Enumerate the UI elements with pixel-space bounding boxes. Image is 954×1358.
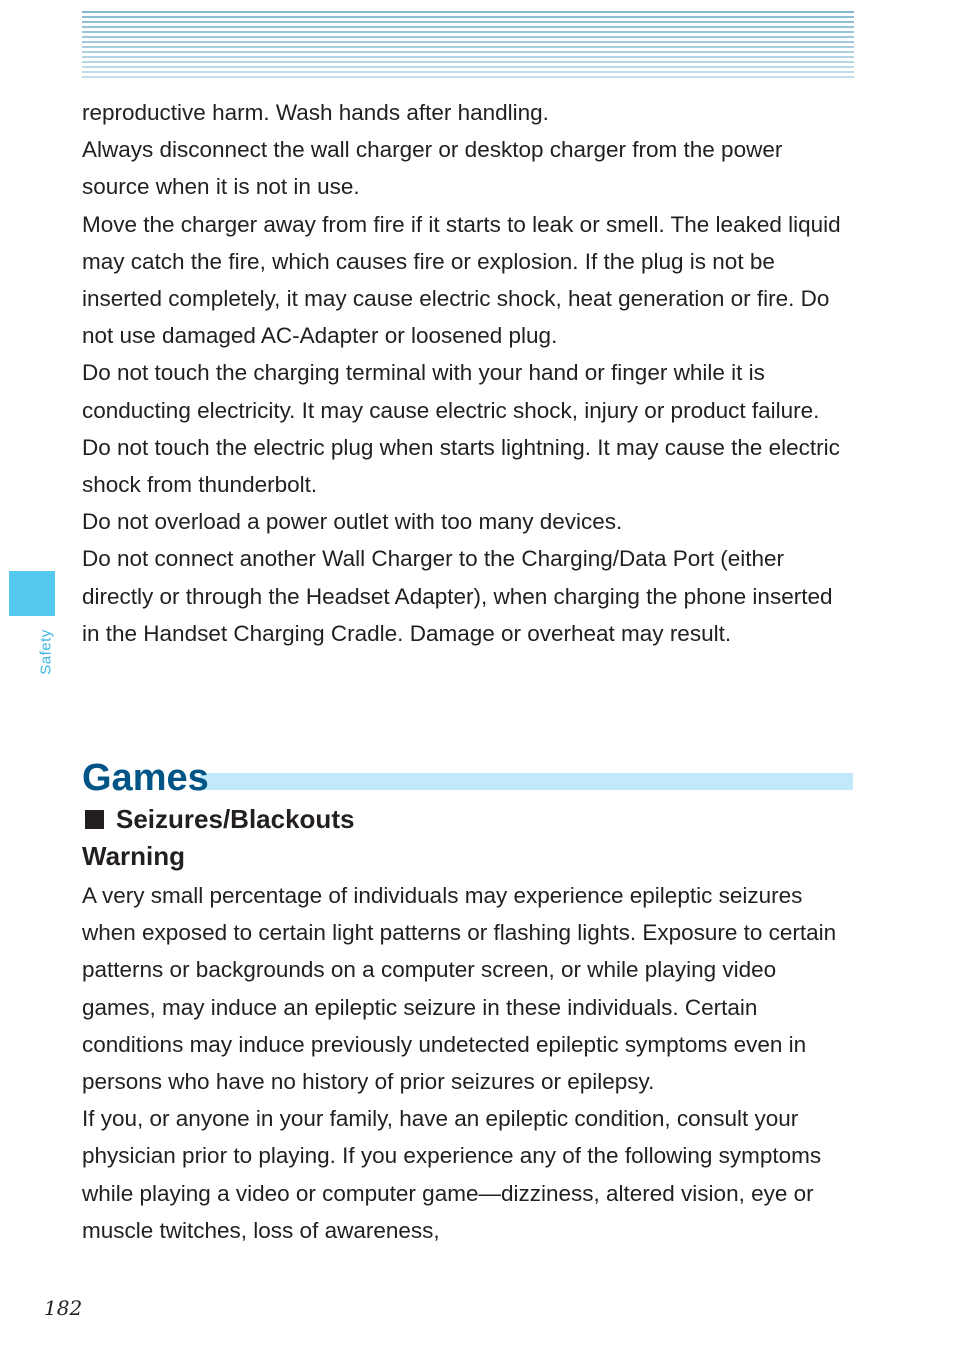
paragraph: A very small percentage of individuals may experience epileptic seizures when exposed to certain light patterns or flashing lights. Exposure to certain patterns or backgrounds on a computer screen, or while playing video games, may induce an epileptic seizure in these individuals. Certain conditions may induce previously undetected epileptic symptoms even in persons who have no history of prior seizures or epilepsy. [82, 883, 837, 1095]
paragraph: Do not touch the charging terminal with your hand or finger while it is conducting electricity. It may cause electric shock, injury or product failure. [82, 360, 820, 423]
page-number: 182 [44, 1296, 83, 1320]
subheading [82, 802, 354, 836]
paragraph: Move the charger away from fire if it starts to leak or smell. The leaked liquid may catch the fire, which causes fire or explosion. If the plug is not be inserted completely, it may cause electric shock, heat generation or fire. Do not use damaged AC-Adapter or loosened plug. [82, 211, 841, 349]
paragraph: reproductive harm. Wash hands after handling. [82, 100, 549, 125]
warning-label: Warning [82, 841, 186, 871]
paragraph: Do not overload a power outlet with too many devices. [82, 509, 623, 535]
paragraph: If you, or anyone in your family, have an epileptic condition, consult your physician prior to playing. If you experience any of the following symptoms while playing a video or computer game—dizziness, altered vision, eye or muscle twitches, loss of awareness, [82, 1106, 822, 1243]
side-tab-label: Safety [37, 629, 55, 675]
section-title-underline-bar [200, 773, 853, 790]
paragraph: Always disconnect the wall charger or desktop charger from the power source when it is not in use. [82, 137, 783, 200]
games-text-block [82, 877, 872, 1249]
section-title: Games [82, 757, 209, 799]
safety-text-block [82, 94, 872, 652]
paragraph: Do not connect another Wall Charger to the Charging/Data Port (either directly or through the Headset Adapter), when charging the phone inserted in the Handset Charging Cradle. Damage or overheat may result. [82, 546, 833, 646]
paragraph: Do not touch the electric plug when starts lightning. It may cause the electric shock from thunderbolt. [82, 434, 840, 498]
section-side-tab [9, 571, 55, 616]
subheading-text: Seizures/Blackouts [116, 804, 355, 834]
square-bullet-icon [85, 810, 104, 829]
header-decoration-band [82, 11, 854, 79]
